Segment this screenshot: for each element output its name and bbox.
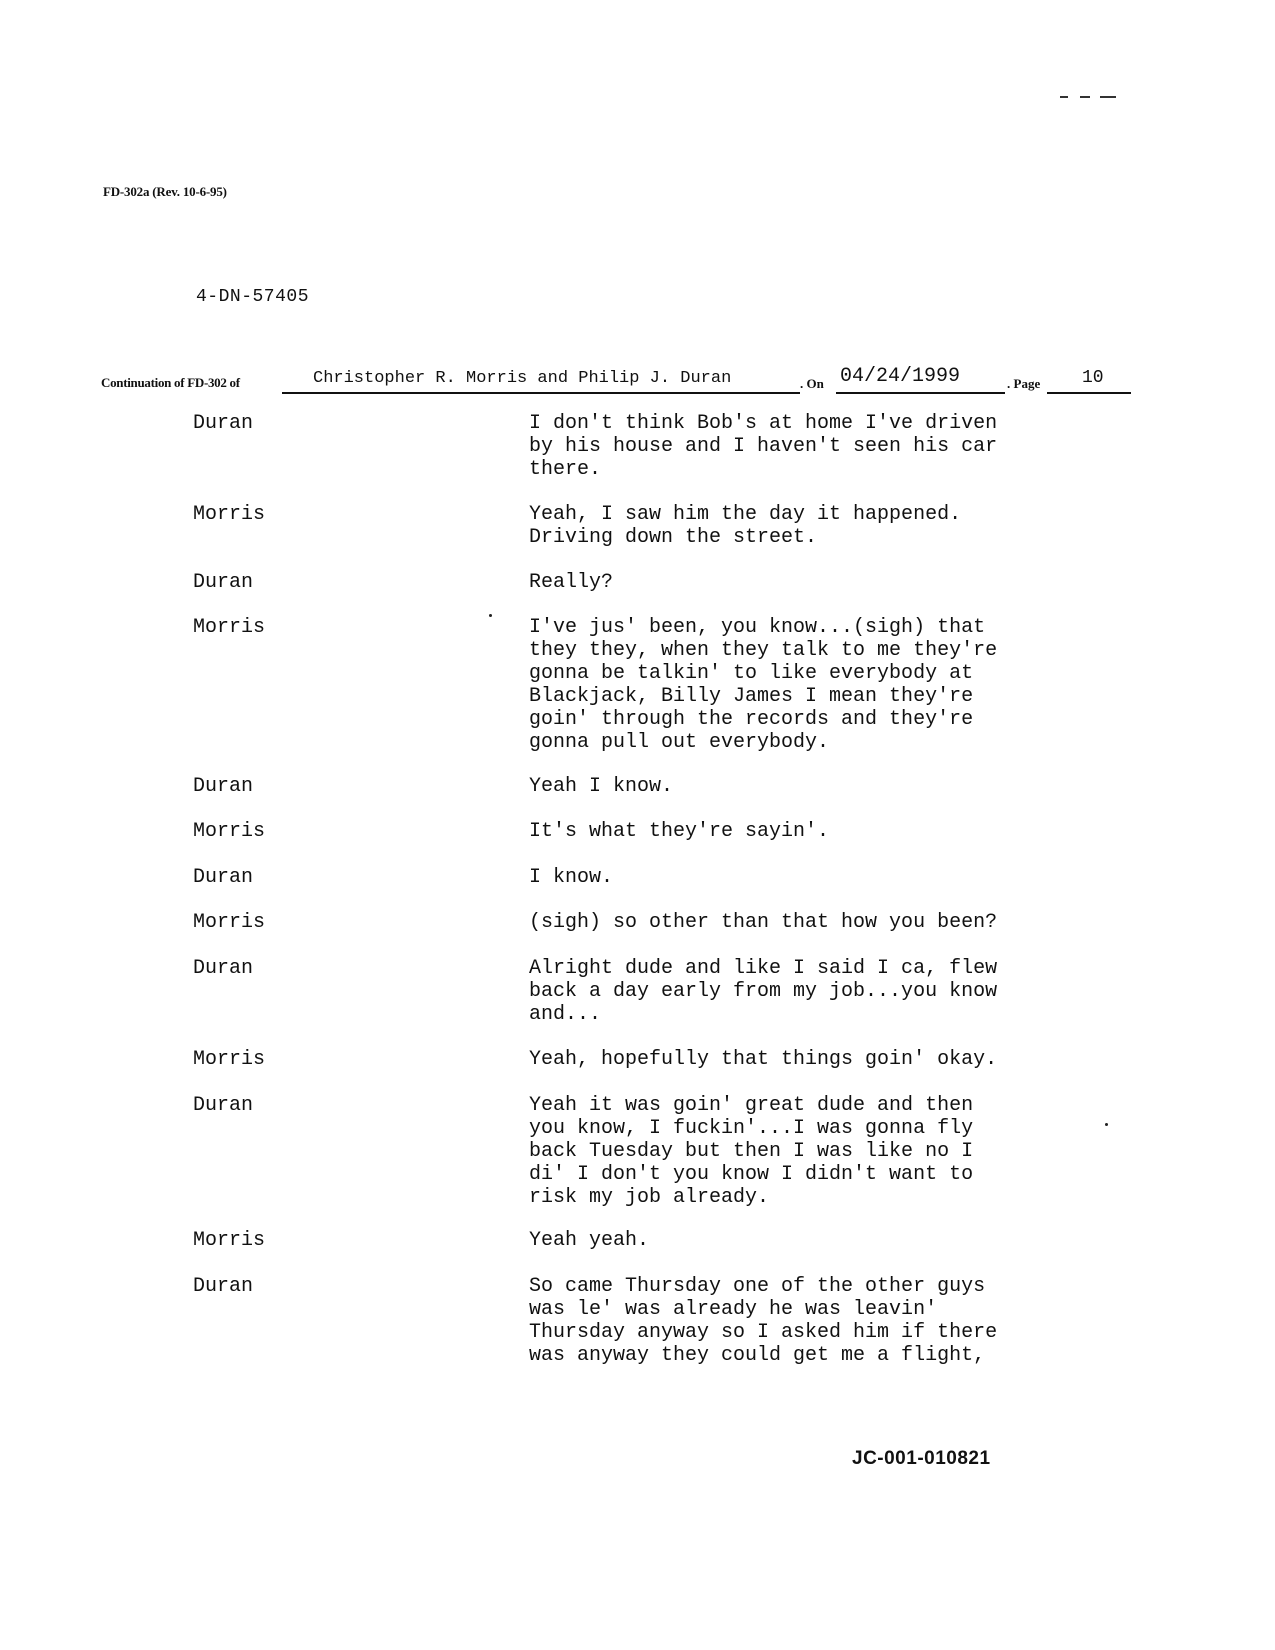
scan-speck xyxy=(489,614,492,617)
page-label: . Page xyxy=(1007,376,1041,391)
spoken-text: Alright dude and like I said I ca, flew back a day early from my job...you know and... xyxy=(529,957,998,1026)
scan-speck xyxy=(1105,1123,1108,1126)
spoken-text: Really? xyxy=(529,571,614,594)
speaker-name: Duran xyxy=(193,1094,254,1117)
page-number: 10 xyxy=(1082,368,1104,388)
speaker-name: Morris xyxy=(193,503,266,526)
speaker-name: Duran xyxy=(193,1275,254,1298)
speaker-name: Morris xyxy=(193,1229,266,1252)
bates-number: JC-001-010821 xyxy=(852,1448,991,1469)
continuation-label: Continuation of FD-302 of xyxy=(101,375,240,390)
file-number: 4-DN-57405 xyxy=(196,287,310,307)
spoken-text: I know. xyxy=(529,866,614,889)
speaker-name: Morris xyxy=(193,820,266,843)
interview-date: 04/24/1999 xyxy=(840,365,961,388)
speaker-name: Morris xyxy=(193,616,266,639)
on-label: . On xyxy=(800,376,824,391)
speaker-name: Duran xyxy=(193,957,254,980)
spoken-text: Yeah yeah. xyxy=(529,1229,650,1252)
form-id: FD-302a (Rev. 10-6-95) xyxy=(103,184,227,199)
spoken-text: Yeah, hopefully that things goin' okay. xyxy=(529,1048,998,1071)
subject-names: Christopher R. Morris and Philip J. Duran xyxy=(313,369,732,388)
speaker-name: Duran xyxy=(193,571,254,594)
speaker-name: Duran xyxy=(193,775,254,798)
spoken-text: (sigh) so other than that how you been? xyxy=(529,911,998,934)
spoken-text: Yeah, I saw him the day it happened. Driving down the street. xyxy=(529,503,962,549)
speaker-name: Morris xyxy=(193,911,266,934)
speaker-name: Duran xyxy=(193,866,254,889)
spoken-text: So came Thursday one of the other guys was le' was already he was leavin' Thursday anyway so I asked him if there was anyway they could get me a flight, xyxy=(529,1275,998,1367)
spoken-text: It's what they're sayin'. xyxy=(529,820,830,843)
spoken-text: I don't think Bob's at home I've driven by his house and I haven't seen his car there. xyxy=(529,412,998,481)
speaker-name: Duran xyxy=(193,412,254,435)
spoken-text: I've jus' been, you know...(sigh) that they they, when they talk to me they're gonna be talkin' to like everybody at Blackjack, Billy James I mean they're goin' through the records and they're gonna pull out everybody. xyxy=(529,616,998,754)
spoken-text: Yeah I know. xyxy=(529,775,674,798)
spoken-text: Yeah it was goin' great dude and then you know, I fuckin'...I was gonna fly back Tuesday but then I was like no I di' I don't you know I didn't want to risk my job already. xyxy=(529,1094,974,1209)
speaker-name: Morris xyxy=(193,1048,266,1071)
